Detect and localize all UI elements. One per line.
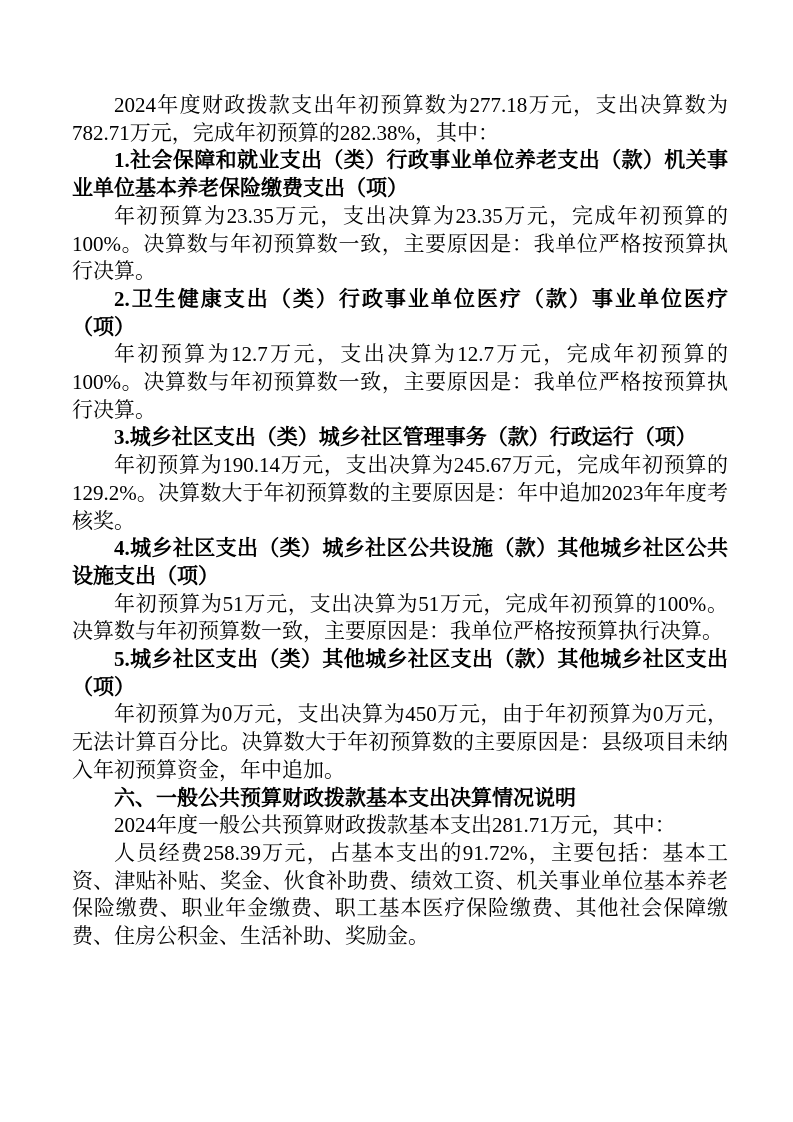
para-fiscal-expenditure-overview: 2024年度财政拨款支出年初预算数为277.18万元，支出决算数为782.71万元，完成年初预算的282.38%，其中： — [72, 93, 728, 145]
heading-item-1-social-security-pension: 1.社会保障和就业支出（类）行政事业单位养老支出（款）机关事业单位基本养老保险缴费支出（项） — [72, 148, 728, 201]
heading-item-2-health-medical: 2.卫生健康支出（类）行政事业单位医疗（款）事业单位医疗（项） — [72, 286, 728, 339]
document-body — [72, 92, 728, 951]
para-item-2-detail: 年初预算为12.7万元，支出决算为12.7万元，完成年初预算的100%。决算数与年初预算数一致，主要原因是：我单位严格按预算执行决算。 — [72, 342, 728, 422]
para-section-6-overview: 2024年度一般公共预算财政拨款基本支出281.71万元，其中： — [114, 813, 676, 838]
heading-item-4-community-facilities: 4.城乡社区支出（类）城乡社区公共设施（款）其他城乡社区公共设施支出（项） — [72, 536, 728, 588]
heading-item-3-community-admin: 3.城乡社区支出（类）城乡社区管理事务（款）行政运行（项） — [114, 425, 697, 450]
para-item-5-detail: 年初预算为0万元，支出决算为450万元，由于年初预算为0万元，无法计算百分比。决算数大于年初预算数的主要原因是：县级项目未纳入年初预算资金，年中追加。 — [72, 702, 728, 782]
para-personnel-expenses: 人员经费258.39万元，占基本支出的91.72%，主要包括：基本工资、津贴补贴、奖金、伙食补助费、绩效工资、机关事业单位基本养老保险缴费、职业年金缴费、职工基本医疗保险缴费、其他社会保障缴费、住房公积金、生活补助、奖励金。 — [72, 840, 728, 949]
para-item-4-detail: 年初预算为51万元，支出决算为51万元，完成年初预算的100%。决算数与年初预算数一致，主要原因是：我单位严格按预算执行决算。 — [72, 591, 728, 644]
para-item-3-detail: 年初预算为190.14万元，支出决算为245.67万元，完成年初预算的129.2%。决算数大于年初预算数的主要原因是：年中追加2023年年度考核奖。 — [72, 453, 728, 533]
heading-section-6-basic-expenditure: 六、一般公共预算财政拨款基本支出决算情况说明 — [114, 785, 576, 810]
para-item-1-detail: 年初预算为23.35万元，支出决算为23.35万元，完成年初预算的100%。决算数与年初预算数一致，主要原因是：我单位严格按预算执行决算。 — [72, 203, 728, 284]
heading-item-5-other-community: 5.城乡社区支出（类）其他城乡社区支出（款）其他城乡社区支出（项） — [72, 647, 728, 699]
